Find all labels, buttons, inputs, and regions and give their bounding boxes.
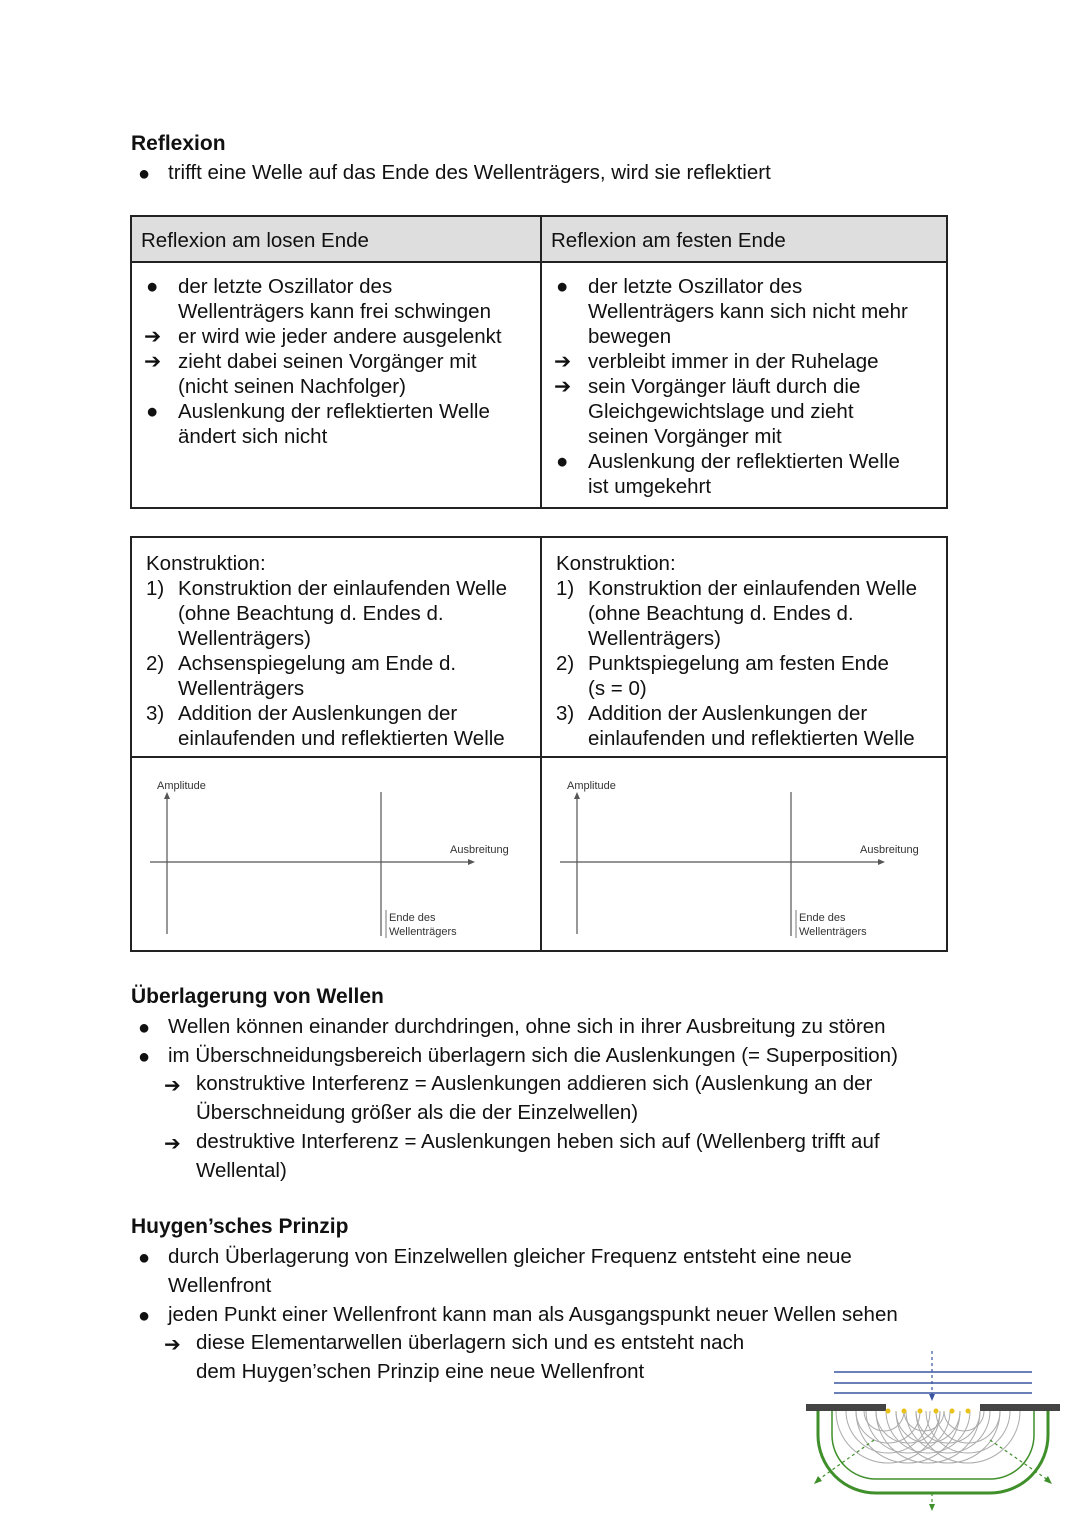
list-item: Gleichgewichtslage und zieht: [588, 400, 854, 423]
list-item: verbleibt immer in der Ruhelage: [588, 350, 879, 373]
resulting-wavefront: [818, 1411, 1048, 1493]
axis-label-ausbreitung: Ausbreitung: [450, 844, 509, 856]
axis-label-amplitude: Amplitude: [157, 780, 206, 792]
arrow-down-icon: [929, 1394, 935, 1401]
step-number: 1): [146, 577, 165, 600]
x-axis-arrow-icon: [878, 859, 885, 865]
reflexion-title: Reflexion: [131, 132, 226, 155]
arrow-icon: ➔: [164, 1133, 181, 1155]
elementary-waves: [836, 1411, 1020, 1463]
list-item: Konstruktion der einlaufenden Welle: [178, 577, 507, 600]
ueberlagerung-line: konstruktive Interferenz = Auslenkungen addieren sich (Auslenkung an der: [196, 1072, 873, 1095]
list-item: Wellenträgers kann frei schwingen: [178, 300, 491, 323]
bullet-icon: ●: [138, 1305, 151, 1327]
header-festes-ende: Reflexion am festen Ende: [541, 216, 947, 262]
list-item: er wird wie jeder andere ausgelenkt: [178, 325, 502, 348]
step-number: 1): [556, 577, 575, 600]
ueberlagerung-line: im Überschneidungsbereich überlagern sich die Auslenkungen (= Superposition): [168, 1044, 898, 1067]
ueberlagerung-line: Wellental): [196, 1159, 287, 1182]
axis-label-ausbreitung: Ausbreitung: [860, 844, 919, 856]
bullet-icon: ●: [138, 1247, 151, 1269]
list-item: Addition der Auslenkungen der: [178, 702, 458, 725]
bullet-icon: ●: [138, 1017, 151, 1039]
list-item: Wellenträgers): [178, 627, 311, 650]
list-item: (s = 0): [588, 677, 647, 700]
arrow-icon: ➔: [144, 325, 162, 348]
arrow-icon: [814, 1476, 822, 1484]
list-item: zieht dabei seinen Vorgänger mit: [178, 350, 477, 373]
huygens-line: jeden Punkt einer Wellenfront kann man als Ausgangspunkt neuer Wellen sehen: [168, 1303, 898, 1326]
list-item: Auslenkung der reflektierten Welle: [178, 400, 490, 423]
huygens-line: Wellenfront: [168, 1274, 272, 1297]
list-item: Auslenkung der reflektierten Welle: [588, 450, 900, 473]
list-item: einlaufenden und reflektierten Welle: [178, 727, 505, 750]
list-item: seinen Vorgänger mit: [588, 425, 782, 448]
end-label-1: Ende des: [389, 912, 436, 924]
list-item: Wellenträgers kann sich nicht mehr: [588, 300, 908, 323]
list-item: der letzte Oszillator des: [178, 275, 393, 298]
bullet-icon: ●: [556, 275, 569, 298]
y-axis-arrow-icon: [574, 792, 580, 799]
list-item: (nicht seinen Nachfolger): [178, 375, 406, 398]
list-item: (ohne Beachtung d. Endes d.: [588, 602, 854, 625]
end-label-1: Ende des: [799, 912, 846, 924]
reflexion-table: [130, 215, 948, 509]
arrow-icon: ➔: [554, 350, 572, 373]
barrier-left: [806, 1404, 886, 1411]
plot-festes-ende: [542, 758, 946, 950]
step-number: 3): [556, 702, 575, 725]
arrow-icon: ➔: [554, 375, 572, 398]
list-item: Wellenträgers: [178, 677, 305, 700]
bullet-icon: ●: [146, 400, 159, 423]
konstruktion-title: Konstruktion:: [556, 552, 676, 575]
list-item: sein Vorgänger läuft durch die: [588, 375, 861, 398]
step-number: 2): [556, 652, 575, 675]
huygens-line: dem Huygen’schen Prinzip eine neue Wellenfront: [196, 1360, 645, 1383]
bullet-icon: ●: [138, 163, 151, 185]
list-item: einlaufenden und reflektierten Welle: [588, 727, 915, 750]
arrow-icon: ➔: [144, 350, 162, 373]
list-item: Addition der Auslenkungen der: [588, 702, 868, 725]
ueberlagerung-line: destruktive Interferenz = Auslenkungen heben sich auf (Wellenberg trifft auf: [196, 1130, 880, 1153]
list-item: Punktspiegelung am festen Ende: [588, 652, 889, 675]
step-number: 2): [146, 652, 165, 675]
reflexion-bullet: trifft eine Welle auf das Ende des Wellenträgers, wird sie reflektiert: [168, 161, 771, 184]
huygens-line: diese Elementarwellen überlagern sich und es entsteht nach: [196, 1331, 745, 1354]
list-item: Wellenträgers): [588, 627, 721, 650]
arrow-icon: ➔: [164, 1334, 181, 1356]
list-item: Konstruktion der einlaufenden Welle: [588, 577, 917, 600]
ueberlagerung-title: Überlagerung von Wellen: [131, 985, 384, 1008]
end-label-2: Wellenträgers: [389, 926, 457, 938]
list-item: ändert sich nicht: [178, 425, 328, 448]
barrier-right: [980, 1404, 1060, 1411]
konstruktion-title: Konstruktion:: [146, 552, 266, 575]
list-item: ist umgekehrt: [588, 475, 712, 498]
source-points: [886, 1409, 971, 1414]
arrow-icon: ➔: [164, 1075, 181, 1097]
end-label-2: Wellenträgers: [799, 926, 867, 938]
arrow-icon: [1044, 1476, 1052, 1484]
huygens-title: Huygen’sches Prinzip: [131, 1215, 349, 1238]
plot-loses-ende: [132, 758, 540, 950]
bullet-icon: ●: [556, 450, 569, 473]
axis-label-amplitude: Amplitude: [567, 780, 616, 792]
ueberlagerung-line: Wellen können einander durchdringen, ohne sich in ihrer Ausbreitung zu stören: [168, 1015, 886, 1038]
konstruktion-table: [130, 536, 948, 952]
huygens-diagram: [804, 1345, 1064, 1525]
list-item: bewegen: [588, 325, 672, 348]
step-number: 3): [146, 702, 165, 725]
x-axis-arrow-icon: [468, 859, 475, 865]
list-item: (ohne Beachtung d. Endes d.: [178, 602, 444, 625]
list-item: der letzte Oszillator des: [588, 275, 803, 298]
list-item: Achsenspiegelung am Ende d.: [178, 652, 457, 675]
y-axis-arrow-icon: [164, 792, 170, 799]
bullet-icon: ●: [138, 1046, 151, 1068]
bullet-icon: ●: [146, 275, 159, 298]
huygens-line: durch Überlagerung von Einzelwellen gleicher Frequenz entsteht eine neue: [168, 1245, 852, 1268]
arrow-down-icon: [929, 1504, 935, 1511]
ueberlagerung-line: Überschneidung größer als die der Einzelwellen): [196, 1101, 639, 1124]
header-loses-ende: Reflexion am losen Ende: [131, 216, 541, 262]
